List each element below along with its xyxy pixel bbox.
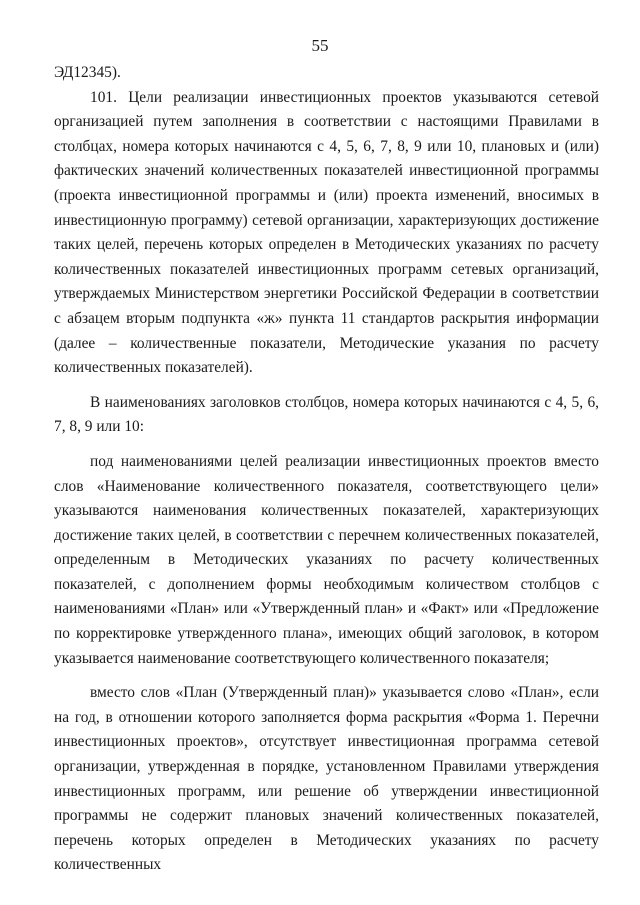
paragraph-goal-names: под наименованиями целей реализации инвестиционных проектов вместо слов «Наименование количественного показателя, соответствующего цели» указываются наименования количественных показателей, характеризующих достижение таких целей, в соответствии с перечнем количественных показателей, определенным в Методических указаниях по расчету количественных показателей, с дополнением формы необходимым количеством столбцов с наименованиями «План» или «Утвержденный план» и «Факт» или «Предложение по корректировке утвержденного плана», имеющих общий заголовок, в котором указывается наименование соответствующего количественного показателя; (54, 452, 599, 667)
paragraph-column-headers: В наименованиях заголовков столбцов, номера которых начинаются с 4, 5, 6, 7, 8, 9 или 10: (54, 393, 599, 436)
paragraph-plan-word: вместо слов «План (Утвержденный план)» указывается слово «План», если на год, в отношении которого заполняется форма раскрытия «Форма 1. Перечни инвестиционных проектов», отсутствует инвестиционная программа сетевой организации, утвержденная в порядке, установленном Правилами утверждения инвестиционных программ, или решение об утверждении инвестиционной программы не содержит плановых значений количественных показателей, перечень которых определен в Методических указаниях по расчету количественных (54, 684, 599, 874)
continuation-line: ЭД12345). (54, 64, 121, 81)
page-body (54, 61, 599, 878)
page-number: 55 (311, 36, 329, 55)
paragraph-101: 101. Цели реализации инвестиционных проектов указываются сетевой организацией путем заполнения в соответствии с настоящими Правилами в столбцах, номера которых начинаются с 4, 5, 6, 7, 8, 9 или 10, плановых и (или) фактических значений количественных показателей инвестиционной программы (проекта инвестиционной программы и (или) проекта изменений, вносимых в инвестиционную программу) сетевой организации, характеризующих достижение таких целей, перечень которых определен в Методических указаниях по расчету количественных показателей инвестиционных программ сетевых организаций, утверждаемых Министерством энергетики Российской Федерации в соответствии с абзацем вторым подпункта «ж» пункта 11 стандартов раскрытия информации (далее – количественные показатели, Методические указания по расчету количественных показателей). (54, 88, 599, 377)
